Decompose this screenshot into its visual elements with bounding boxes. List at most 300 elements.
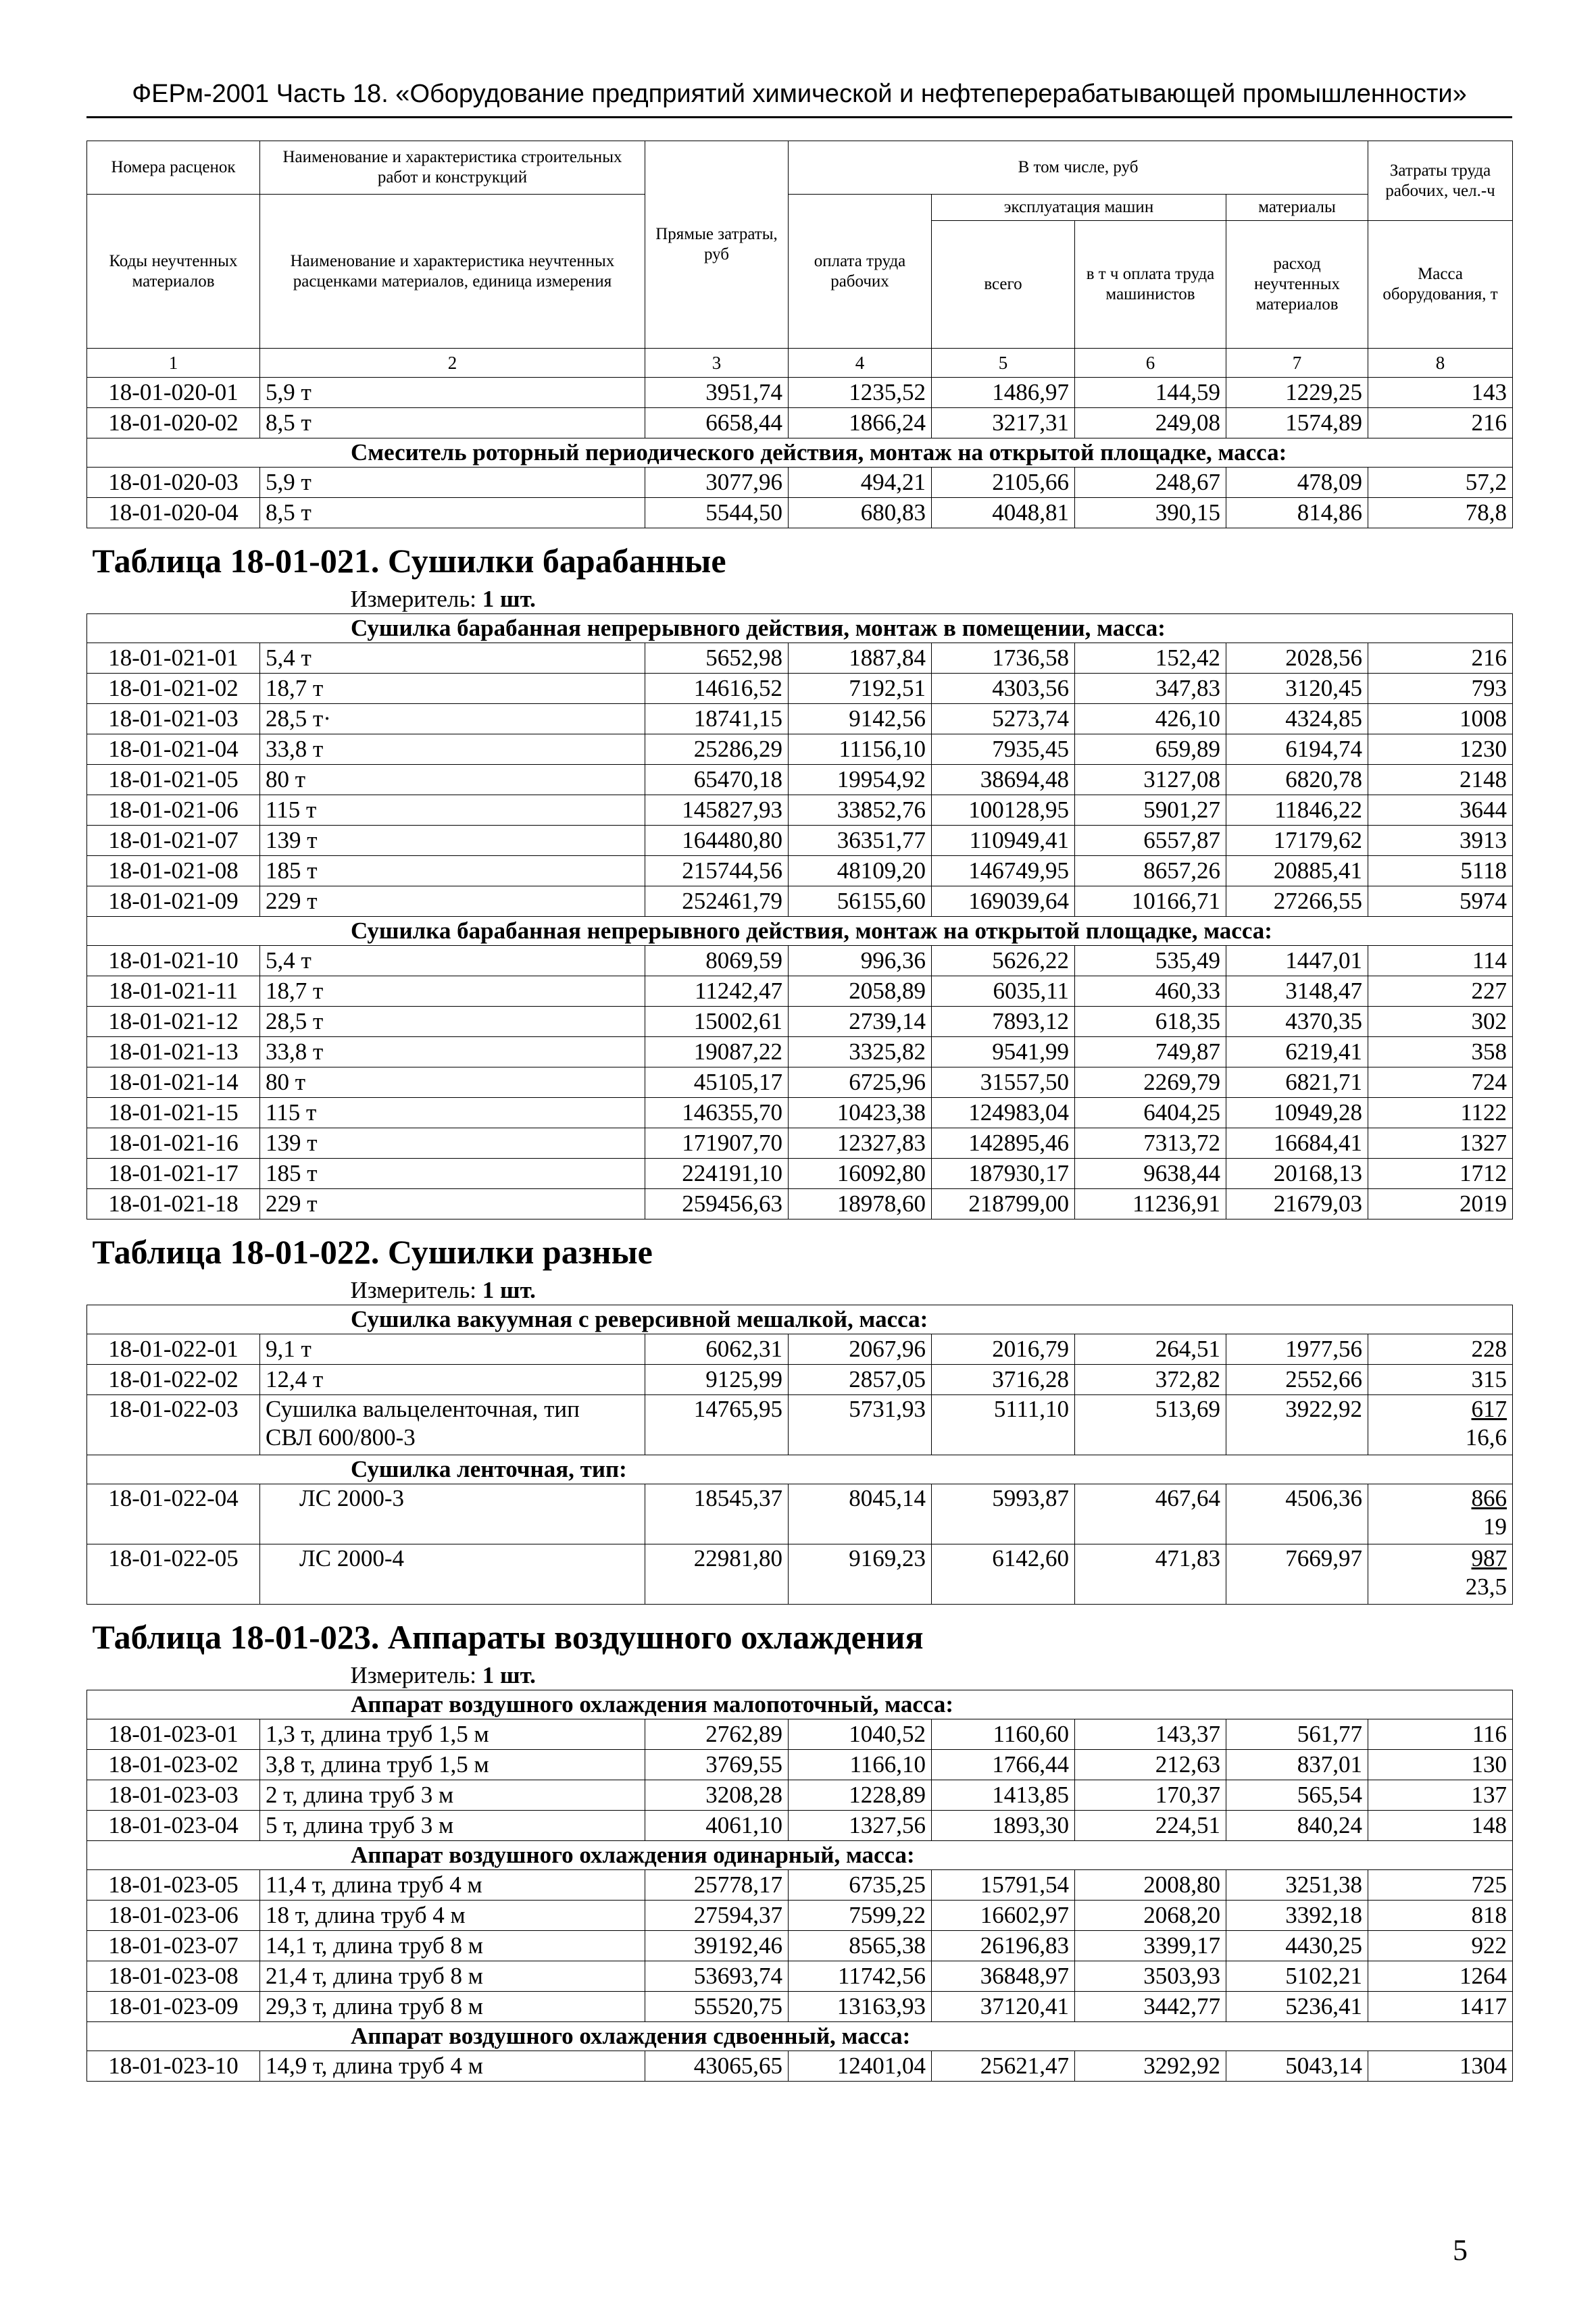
page-header: ФЕРм-2001 Часть 18. «Оборудование предприятий химической и нефтеперерабатывающей промышленности» xyxy=(132,80,1467,108)
group-title: Сушилка барабанная непрерывного действия, монтаж в помещении, масса: xyxy=(87,614,1513,643)
value-labor: 1887,84 xyxy=(789,643,932,674)
value-labor-cost xyxy=(1368,795,1513,826)
labor-cost: 302 xyxy=(1471,1008,1507,1034)
rate-name-line: 5 т, длина труб 3 м xyxy=(266,1812,454,1838)
group-title: Сушилка барабанная непрерывного действия, монтаж на открытой площадке, масса: xyxy=(87,917,1513,946)
rate-code: 18-01-021-11 xyxy=(87,976,260,1007)
value-materials: 17179,62 xyxy=(1226,826,1368,856)
value-direct: 18545,37 xyxy=(645,1484,789,1544)
rate-name xyxy=(260,1365,645,1395)
value-labor-cost xyxy=(1368,1719,1513,1750)
value-machinists: 390,15 xyxy=(1075,498,1226,528)
value-direct: 171907,70 xyxy=(645,1128,789,1159)
table-row xyxy=(87,946,1513,976)
value-machines: 5626,22 xyxy=(932,946,1075,976)
value-direct: 22981,80 xyxy=(645,1544,789,1605)
value-machinists: 3503,93 xyxy=(1075,1961,1226,1992)
rate-name-line: Сушилка вальцеленточная, тип xyxy=(266,1396,580,1422)
rate-name-line: 139 т xyxy=(266,827,318,853)
value-labor-cost xyxy=(1368,856,1513,886)
meter-row xyxy=(87,585,1513,614)
value-labor-cost xyxy=(1368,674,1513,704)
group-title: Смеситель роторный периодического действия, монтаж на открытой площадке, масса: xyxy=(87,438,1513,468)
rate-code: 18-01-021-06 xyxy=(87,795,260,826)
section-title: Таблица 18-01-023. Аппараты воздушного охлаждения xyxy=(92,1618,924,1656)
value-labor: 1040,52 xyxy=(789,1719,932,1750)
value-direct: 25778,17 xyxy=(645,1870,789,1901)
value-direct: 3208,28 xyxy=(645,1780,789,1811)
value-machinists: 11236,91 xyxy=(1075,1189,1226,1219)
value-materials: 11846,22 xyxy=(1226,795,1368,826)
hdr-name-top: Наименование и характеристика строительных работ и конструкций xyxy=(260,141,645,195)
value-machinists: 3127,08 xyxy=(1075,765,1226,795)
meter-value: 1 шт. xyxy=(482,1277,536,1303)
rate-code: 18-01-020-01 xyxy=(87,378,260,408)
value-machines: 1486,97 xyxy=(932,378,1075,408)
rate-name xyxy=(260,378,645,408)
value-direct: 55520,75 xyxy=(645,1992,789,2022)
value-machines: 5273,74 xyxy=(932,704,1075,734)
table-row xyxy=(87,643,1513,674)
meter-row xyxy=(87,1661,1513,1690)
value-labor: 16092,80 xyxy=(789,1159,932,1189)
value-materials: 561,77 xyxy=(1226,1719,1368,1750)
hdr-unaccounted: расход неучтенных материалов xyxy=(1226,221,1368,349)
rate-code: 18-01-021-14 xyxy=(87,1067,260,1098)
value-direct: 145827,93 xyxy=(645,795,789,826)
value-machinists: 7313,72 xyxy=(1075,1128,1226,1159)
labor-cost: 1008 xyxy=(1460,705,1507,732)
value-machinists: 212,63 xyxy=(1075,1750,1226,1780)
table-row xyxy=(87,1067,1513,1098)
value-labor: 680,83 xyxy=(789,498,932,528)
rate-code: 18-01-021-04 xyxy=(87,734,260,765)
value-machinists: 347,83 xyxy=(1075,674,1226,704)
rate-code: 18-01-021-03 xyxy=(87,704,260,734)
meter-label: Измеритель: xyxy=(350,586,477,612)
labor-cost: 3913 xyxy=(1460,827,1507,853)
rate-name xyxy=(260,1931,645,1961)
col-num: 1 xyxy=(87,349,260,378)
rate-name xyxy=(260,1961,645,1992)
rate-name-line: 11,4 т, длина труб 4 м xyxy=(266,1871,482,1898)
table-row xyxy=(87,704,1513,734)
labor-cost: 137 xyxy=(1471,1782,1507,1808)
value-labor-cost xyxy=(1368,946,1513,976)
value-materials: 840,24 xyxy=(1226,1811,1368,1841)
rate-name xyxy=(260,1128,645,1159)
labor-cost: 2148 xyxy=(1460,766,1507,793)
rate-name-line: 21,4 т, длина труб 8 м xyxy=(266,1963,483,1989)
value-machines: 7893,12 xyxy=(932,1007,1075,1037)
table-row xyxy=(87,795,1513,826)
rate-code: 18-01-021-05 xyxy=(87,765,260,795)
meter-row xyxy=(87,1276,1513,1305)
rate-name xyxy=(260,1484,645,1544)
value-direct: 11242,47 xyxy=(645,976,789,1007)
table-row xyxy=(87,1365,1513,1395)
value-labor-cost xyxy=(1368,1395,1513,1455)
equipment-mass: 16,6 xyxy=(1465,1424,1507,1451)
value-direct: 14765,95 xyxy=(645,1395,789,1455)
meter xyxy=(87,1276,1513,1305)
rate-name xyxy=(260,1395,645,1455)
group-title-row xyxy=(87,614,1513,643)
rate-code: 18-01-021-07 xyxy=(87,826,260,856)
value-labor: 11742,56 xyxy=(789,1961,932,1992)
value-direct: 8069,59 xyxy=(645,946,789,976)
value-labor: 12327,83 xyxy=(789,1128,932,1159)
rate-code: 18-01-021-08 xyxy=(87,856,260,886)
value-labor-cost xyxy=(1368,1992,1513,2022)
value-machinists: 6557,87 xyxy=(1075,826,1226,856)
section-title-row xyxy=(87,1605,1513,1662)
value-machines: 142895,46 xyxy=(932,1128,1075,1159)
table-row xyxy=(87,1811,1513,1841)
value-materials: 2552,66 xyxy=(1226,1365,1368,1395)
rate-name-line: 185 т xyxy=(266,857,318,884)
table-row xyxy=(87,826,1513,856)
value-materials: 3922,92 xyxy=(1226,1395,1368,1455)
value-machines: 6142,60 xyxy=(932,1544,1075,1605)
hdr-name-bottom: Наименование и характеристика неучтенных расценками материалов, единица измерения xyxy=(260,195,645,349)
value-labor-cost xyxy=(1368,1067,1513,1098)
value-machinists: 5901,27 xyxy=(1075,795,1226,826)
value-direct: 2762,89 xyxy=(645,1719,789,1750)
hdr-in-total: В том числе, руб xyxy=(789,141,1368,195)
value-machines: 26196,83 xyxy=(932,1931,1075,1961)
value-labor-cost xyxy=(1368,1544,1513,1605)
labor-cost: 228 xyxy=(1471,1336,1507,1362)
value-materials: 21679,03 xyxy=(1226,1189,1368,1219)
value-machines: 2105,66 xyxy=(932,468,1075,498)
value-materials: 814,86 xyxy=(1226,498,1368,528)
value-machines: 3217,31 xyxy=(932,408,1075,438)
value-labor-cost xyxy=(1368,704,1513,734)
group-title-row xyxy=(87,2022,1513,2051)
hdr-equip-mass: Масса оборудования, т xyxy=(1368,221,1513,349)
rate-name-line: 12,4 т xyxy=(266,1366,324,1392)
rate-name-line: 139 т xyxy=(266,1130,318,1156)
value-direct: 146355,70 xyxy=(645,1098,789,1128)
value-machinists: 513,69 xyxy=(1075,1395,1226,1455)
value-machinists: 749,87 xyxy=(1075,1037,1226,1067)
value-direct: 43065,65 xyxy=(645,2051,789,2082)
value-labor-cost xyxy=(1368,498,1513,528)
rate-code: 18-01-021-10 xyxy=(87,946,260,976)
value-labor: 1166,10 xyxy=(789,1750,932,1780)
value-machines: 218799,00 xyxy=(932,1189,1075,1219)
value-labor-cost xyxy=(1368,408,1513,438)
section-title-row xyxy=(87,1219,1513,1277)
table-row xyxy=(87,1544,1513,1605)
table-row xyxy=(87,1719,1513,1750)
value-labor: 2739,14 xyxy=(789,1007,932,1037)
value-labor-cost xyxy=(1368,1037,1513,1067)
value-labor-cost xyxy=(1368,765,1513,795)
value-machines: 6035,11 xyxy=(932,976,1075,1007)
rate-code: 18-01-021-09 xyxy=(87,886,260,917)
rate-name xyxy=(260,1334,645,1365)
value-machinists: 143,37 xyxy=(1075,1719,1226,1750)
value-machines: 9541,99 xyxy=(932,1037,1075,1067)
rate-code: 18-01-023-03 xyxy=(87,1780,260,1811)
value-labor-cost xyxy=(1368,1870,1513,1901)
labor-cost: 227 xyxy=(1471,978,1507,1004)
value-machines: 36848,97 xyxy=(932,1961,1075,1992)
rate-name-line: ЛС 2000-4 xyxy=(299,1545,404,1571)
rate-name-line: 33,8 т xyxy=(266,736,324,762)
value-direct: 215744,56 xyxy=(645,856,789,886)
value-materials: 3120,45 xyxy=(1226,674,1368,704)
value-labor-cost xyxy=(1368,1901,1513,1931)
meter-value: 1 шт. xyxy=(482,1662,536,1688)
section-title: Таблица 18-01-022. Сушилки разные xyxy=(92,1233,653,1271)
rate-name-line: СВЛ 600/800-3 xyxy=(266,1424,416,1451)
rate-code: 18-01-022-03 xyxy=(87,1395,260,1455)
rate-code: 18-01-020-02 xyxy=(87,408,260,438)
labor-cost: 358 xyxy=(1471,1038,1507,1065)
value-direct: 3769,55 xyxy=(645,1750,789,1780)
labor-cost: 725 xyxy=(1471,1871,1507,1898)
value-direct: 3951,74 xyxy=(645,378,789,408)
value-materials: 3251,38 xyxy=(1226,1870,1368,1901)
value-direct: 18741,15 xyxy=(645,704,789,734)
rate-code: 18-01-023-02 xyxy=(87,1750,260,1780)
hdr-labor-pay: оплата труда рабочих xyxy=(789,195,932,349)
col-num: 2 xyxy=(260,349,645,378)
rate-code: 18-01-020-03 xyxy=(87,468,260,498)
hdr-machines: эксплуатация машин xyxy=(932,195,1226,221)
value-labor-cost xyxy=(1368,1931,1513,1961)
labor-cost: 116 xyxy=(1472,1721,1507,1747)
value-machines: 2016,79 xyxy=(932,1334,1075,1365)
rate-name-line: 18,7 т xyxy=(266,675,324,701)
rate-name xyxy=(260,1159,645,1189)
rate-name-line: 229 т xyxy=(266,888,318,914)
value-machines: 38694,48 xyxy=(932,765,1075,795)
labor-cost: 922 xyxy=(1471,1932,1507,1959)
labor-cost: 143 xyxy=(1471,379,1507,405)
table-header xyxy=(87,141,1513,378)
value-machines: 1736,58 xyxy=(932,643,1075,674)
value-labor: 19954,92 xyxy=(789,765,932,795)
table-row xyxy=(87,1098,1513,1128)
value-labor-cost xyxy=(1368,1159,1513,1189)
rate-name xyxy=(260,795,645,826)
table-row xyxy=(87,498,1513,528)
value-labor-cost xyxy=(1368,826,1513,856)
col-num: 4 xyxy=(789,349,932,378)
value-machinists: 249,08 xyxy=(1075,408,1226,438)
hdr-codes: Коды неучтенных материалов xyxy=(87,195,260,349)
value-materials: 4430,25 xyxy=(1226,1931,1368,1961)
group-title: Сушилка ленточная, тип: xyxy=(87,1455,1513,1484)
value-machines: 1893,30 xyxy=(932,1811,1075,1841)
table-row xyxy=(87,1901,1513,1931)
rate-code: 18-01-021-13 xyxy=(87,1037,260,1067)
value-labor-cost xyxy=(1368,1365,1513,1395)
table-row xyxy=(87,1395,1513,1455)
value-labor-cost xyxy=(1368,1750,1513,1780)
value-labor-cost xyxy=(1368,1128,1513,1159)
table-row xyxy=(87,1750,1513,1780)
value-labor: 2857,05 xyxy=(789,1365,932,1395)
rate-code: 18-01-023-04 xyxy=(87,1811,260,1841)
rate-name xyxy=(260,468,645,498)
table-row xyxy=(87,1780,1513,1811)
value-labor-cost xyxy=(1368,1189,1513,1219)
value-direct: 6062,31 xyxy=(645,1334,789,1365)
rate-name xyxy=(260,976,645,1007)
rate-name-line: 115 т xyxy=(266,1099,317,1126)
rate-name-line: 18,7 т xyxy=(266,978,324,1004)
value-labor-cost xyxy=(1368,1098,1513,1128)
rate-name-line: 1,3 т, длина труб 1,5 м xyxy=(266,1721,489,1747)
value-labor: 6735,25 xyxy=(789,1870,932,1901)
value-machines: 169039,64 xyxy=(932,886,1075,917)
value-labor: 12401,04 xyxy=(789,2051,932,2082)
equipment-mass: 23,5 xyxy=(1465,1574,1507,1600)
table-row xyxy=(87,378,1513,408)
value-machinists: 618,35 xyxy=(1075,1007,1226,1037)
value-materials: 4370,35 xyxy=(1226,1007,1368,1037)
value-machines: 146749,95 xyxy=(932,856,1075,886)
rate-name-line: 115 т xyxy=(266,797,317,823)
value-labor-cost xyxy=(1368,734,1513,765)
group-title-row xyxy=(87,1841,1513,1870)
table-row xyxy=(87,408,1513,438)
value-direct: 5544,50 xyxy=(645,498,789,528)
rate-name-line: 9,1 т xyxy=(266,1336,311,1362)
rate-name xyxy=(260,886,645,917)
table-row xyxy=(87,674,1513,704)
hdr-materials: материалы xyxy=(1226,195,1368,221)
value-direct: 65470,18 xyxy=(645,765,789,795)
rate-name xyxy=(260,2051,645,2082)
rate-name xyxy=(260,1098,645,1128)
rate-code: 18-01-022-02 xyxy=(87,1365,260,1395)
value-machines: 100128,95 xyxy=(932,795,1075,826)
value-machinists: 3292,92 xyxy=(1075,2051,1226,2082)
value-machinists: 152,42 xyxy=(1075,643,1226,674)
meter-label: Измеритель: xyxy=(350,1277,477,1303)
rate-name xyxy=(260,1870,645,1901)
value-labor: 6725,96 xyxy=(789,1067,932,1098)
labor-cost: 617 xyxy=(1471,1396,1507,1422)
rate-code: 18-01-022-04 xyxy=(87,1484,260,1544)
value-machinists: 659,89 xyxy=(1075,734,1226,765)
rate-name xyxy=(260,674,645,704)
value-machines: 15791,54 xyxy=(932,1870,1075,1901)
rate-name xyxy=(260,1189,645,1219)
labor-cost: 724 xyxy=(1471,1069,1507,1095)
value-labor: 996,36 xyxy=(789,946,932,976)
value-direct: 259456,63 xyxy=(645,1189,789,1219)
value-materials: 478,09 xyxy=(1226,468,1368,498)
value-direct: 39192,46 xyxy=(645,1931,789,1961)
value-machines: 5993,87 xyxy=(932,1484,1075,1544)
value-materials: 1447,01 xyxy=(1226,946,1368,976)
value-machines: 3716,28 xyxy=(932,1365,1075,1395)
value-labor: 2067,96 xyxy=(789,1334,932,1365)
table-row xyxy=(87,1992,1513,2022)
value-direct: 6658,44 xyxy=(645,408,789,438)
rate-name xyxy=(260,946,645,976)
value-machinists: 9638,44 xyxy=(1075,1159,1226,1189)
rate-name xyxy=(260,704,645,734)
value-direct: 27594,37 xyxy=(645,1901,789,1931)
value-labor: 56155,60 xyxy=(789,886,932,917)
section-title-row xyxy=(87,528,1513,586)
labor-cost: 793 xyxy=(1471,675,1507,701)
table-row xyxy=(87,1189,1513,1219)
value-materials: 2028,56 xyxy=(1226,643,1368,674)
table-row xyxy=(87,976,1513,1007)
value-labor: 9142,56 xyxy=(789,704,932,734)
hdr-incl-machinists: в т ч оплата труда машинистов xyxy=(1075,221,1226,349)
value-labor-cost xyxy=(1368,378,1513,408)
meter xyxy=(87,585,1513,614)
col-num: 7 xyxy=(1226,349,1368,378)
value-materials: 1977,56 xyxy=(1226,1334,1368,1365)
value-machinists: 372,82 xyxy=(1075,1365,1226,1395)
value-machines: 7935,45 xyxy=(932,734,1075,765)
labor-cost: 315 xyxy=(1471,1366,1507,1392)
value-labor: 11156,10 xyxy=(789,734,932,765)
value-machines: 31557,50 xyxy=(932,1067,1075,1098)
rate-code: 18-01-021-18 xyxy=(87,1189,260,1219)
value-machinists: 535,49 xyxy=(1075,946,1226,976)
rate-code: 18-01-023-05 xyxy=(87,1870,260,1901)
rate-code: 18-01-021-17 xyxy=(87,1159,260,1189)
table-row xyxy=(87,1128,1513,1159)
rate-name-line: 3,8 т, длина труб 1,5 м xyxy=(266,1751,489,1778)
group-title-row xyxy=(87,917,1513,946)
value-machines: 25621,47 xyxy=(932,2051,1075,2082)
rate-name-line: 8,5 т xyxy=(266,499,311,526)
rate-name-line: 14,1 т, длина труб 8 м xyxy=(266,1932,483,1959)
value-materials: 837,01 xyxy=(1226,1750,1368,1780)
value-labor: 1327,56 xyxy=(789,1811,932,1841)
value-machines: 1766,44 xyxy=(932,1750,1075,1780)
labor-cost: 216 xyxy=(1471,409,1507,436)
rate-name-line: 18 т, длина труб 4 м xyxy=(266,1902,466,1928)
value-labor: 10423,38 xyxy=(789,1098,932,1128)
value-machinists: 6404,25 xyxy=(1075,1098,1226,1128)
rate-name xyxy=(260,498,645,528)
group-title: Аппарат воздушного охлаждения сдвоенный, масса: xyxy=(87,2022,1513,2051)
labor-cost: 5118 xyxy=(1460,857,1507,884)
value-labor: 18978,60 xyxy=(789,1189,932,1219)
value-machinists: 170,37 xyxy=(1075,1780,1226,1811)
labor-cost: 78,8 xyxy=(1465,499,1507,526)
rate-name xyxy=(260,1544,645,1605)
value-materials: 6820,78 xyxy=(1226,765,1368,795)
value-materials: 1229,25 xyxy=(1226,378,1368,408)
value-labor: 8565,38 xyxy=(789,1931,932,1961)
rate-name xyxy=(260,643,645,674)
rate-code: 18-01-022-05 xyxy=(87,1544,260,1605)
labor-cost: 2019 xyxy=(1460,1190,1507,1217)
table-row xyxy=(87,856,1513,886)
value-direct: 45105,17 xyxy=(645,1067,789,1098)
table-row xyxy=(87,1870,1513,1901)
rate-name xyxy=(260,734,645,765)
equipment-mass: 19 xyxy=(1483,1513,1507,1540)
table-body xyxy=(87,378,1513,2082)
table-row xyxy=(87,1037,1513,1067)
